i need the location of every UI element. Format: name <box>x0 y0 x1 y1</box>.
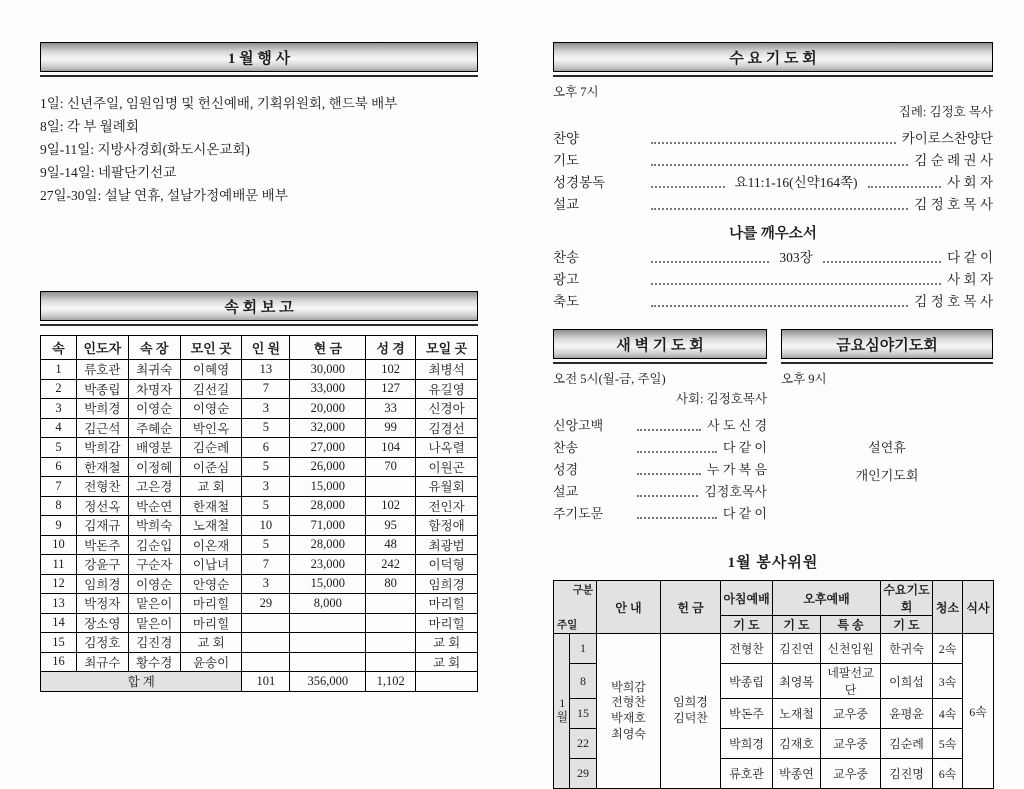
friday-header-bar <box>781 329 993 364</box>
dawn-moderator: 사회: 김정호목사 <box>675 392 767 406</box>
cell: 박인옥 <box>180 418 242 438</box>
col-header-cleaning: 청소 <box>933 581 963 634</box>
cell: 5 <box>41 438 77 458</box>
cell: 3 <box>242 477 290 497</box>
committee-title: 1월 봉사위원 <box>727 555 819 571</box>
cell <box>242 633 290 653</box>
dawn-header-bar <box>553 329 767 364</box>
cell: 3 <box>41 399 77 419</box>
cell: 류호관 <box>721 759 773 789</box>
cell: 10 <box>242 516 290 536</box>
col-header-annae: 안 내 <box>597 581 661 634</box>
cell: 강윤구 <box>76 555 128 575</box>
meal-cell: 6속 <box>963 634 994 789</box>
events-list <box>40 92 478 207</box>
cell: 박돈주 <box>76 535 128 555</box>
cell: 교 회 <box>180 477 242 497</box>
cell: 교우중 <box>821 699 881 729</box>
cell: 김근석 <box>76 418 128 438</box>
line-value: 누 가 복 음 <box>707 462 767 477</box>
cell: 1 <box>41 360 77 380</box>
line-label: 축도 <box>553 294 580 309</box>
line-label: 주기도문 <box>553 506 604 521</box>
right-page <box>553 42 993 789</box>
dotted-leader <box>651 261 769 263</box>
cell: 6속 <box>933 759 963 789</box>
cell: 김재규 <box>76 516 128 536</box>
cell: 71,000 <box>290 516 366 536</box>
dotted-leader <box>823 261 941 263</box>
table-row <box>41 613 478 633</box>
total-label: 합 계 <box>41 672 242 692</box>
dotted-leader <box>651 208 908 210</box>
date-cell: 22 <box>570 729 597 759</box>
cell: 교 회 <box>416 652 478 672</box>
col-header: 모인 곳 <box>180 336 242 360</box>
dotted-leader <box>651 305 908 307</box>
cell: 교 회 <box>416 633 478 653</box>
cell: 신경아 <box>416 399 478 419</box>
cell: 최광범 <box>416 535 478 555</box>
total-row <box>41 672 478 692</box>
cell: 이희섭 <box>881 664 933 699</box>
line-label: 성경봉독 <box>553 175 606 190</box>
table-row <box>41 555 478 575</box>
program-line-benediction <box>553 291 993 313</box>
line-label: 찬송 <box>553 250 580 265</box>
dawn-line-creed <box>553 415 767 437</box>
program-line-hymn <box>553 247 993 269</box>
sub-header-teuksong: 특 송 <box>821 616 881 634</box>
cell: 맡은이 <box>128 613 180 633</box>
corner-label-top: 구분 <box>572 585 593 596</box>
cell: 3 <box>242 399 290 419</box>
cell: 12 <box>41 574 77 594</box>
dawn-line-hymn <box>553 437 767 459</box>
cell: 마리힐 <box>180 594 242 614</box>
col-header-meal: 식사 <box>963 581 994 634</box>
cell: 3 <box>242 574 290 594</box>
cell: 28,000 <box>290 535 366 555</box>
cell: 임희경 <box>76 574 128 594</box>
cell: 최영복 <box>773 664 821 699</box>
cell: 교 회 <box>180 633 242 653</box>
cell: 10 <box>41 535 77 555</box>
table-row <box>41 594 478 614</box>
cell: 차명자 <box>128 379 180 399</box>
cell: 구순자 <box>128 555 180 575</box>
line-label: 성경 <box>553 462 579 477</box>
cell: 교우중 <box>821 759 881 789</box>
cell: 네팔선교단 <box>821 664 881 699</box>
cell: 15,000 <box>290 477 366 497</box>
cell: 99 <box>366 418 416 438</box>
committee-table <box>553 580 994 789</box>
heongeum-cell: 임희경 김덕찬 <box>661 634 721 789</box>
dawn-line-sermon <box>553 481 767 503</box>
program-line-announcements <box>553 269 993 291</box>
committee-header-row-1 <box>554 581 994 616</box>
table-row <box>41 516 478 536</box>
table-row <box>41 379 478 399</box>
total-offering: 356,000 <box>290 672 366 692</box>
friday-note-holiday: 설연휴 <box>868 440 906 455</box>
cell: 5속 <box>933 729 963 759</box>
cell <box>242 613 290 633</box>
table-row <box>41 652 478 672</box>
cell <box>366 652 416 672</box>
event-item: 1일: 신년주일, 임원임명 및 헌신예배, 기획위원회, 핸드북 배부 <box>40 96 398 111</box>
table-row <box>41 399 478 419</box>
annae-cell: 박희감 전형찬 박재호 최영숙 <box>597 634 661 789</box>
events-title: 1 월 행 사 <box>40 42 478 72</box>
cell: 윤송이 <box>180 652 242 672</box>
event-item: 27일-30일: 설날 연휴, 설날가정예배문 배부 <box>40 188 288 203</box>
dotted-leader <box>651 142 896 144</box>
cell: 김순례 <box>881 729 933 759</box>
cell: 유길영 <box>416 379 478 399</box>
cell: 김순례 <box>180 438 242 458</box>
cell: 15 <box>41 633 77 653</box>
cell: 박희감 <box>76 438 128 458</box>
cell: 김순입 <box>128 535 180 555</box>
date-cell: 29 <box>570 759 597 789</box>
event-item: 9일-14일: 네팔단기선교 <box>40 165 177 180</box>
line-label: 설교 <box>553 484 579 499</box>
cell: 2 <box>41 379 77 399</box>
cell: 마리힐 <box>416 613 478 633</box>
cell: 9 <box>41 516 77 536</box>
cell: 전형찬 <box>76 477 128 497</box>
dawn-line-scripture <box>553 459 767 481</box>
cell: 5 <box>242 496 290 516</box>
line-value: 사 회 자 <box>947 175 993 190</box>
dotted-leader <box>637 517 717 519</box>
total-place <box>416 672 478 692</box>
dotted-leader <box>637 451 717 453</box>
cell: 최귀숙 <box>128 360 180 380</box>
cell: 26,000 <box>290 457 366 477</box>
cell <box>290 633 366 653</box>
cell: 이덕형 <box>416 555 478 575</box>
cell: 박희숙 <box>128 516 180 536</box>
cell: 8 <box>41 496 77 516</box>
line-value: 다 같 이 <box>947 250 994 265</box>
cell: 유월회 <box>416 477 478 497</box>
cell: 7 <box>242 555 290 575</box>
cell: 104 <box>366 438 416 458</box>
cell: 류호관 <box>76 360 128 380</box>
cell: 80 <box>366 574 416 594</box>
program-line-sermon <box>553 194 993 216</box>
cell: 5 <box>242 457 290 477</box>
cell: 이준심 <box>180 457 242 477</box>
line-label: 신앙고백 <box>553 418 604 433</box>
friday-note-personal-prayer: 개인기도회 <box>855 468 919 483</box>
cell: 마리힐 <box>416 594 478 614</box>
cell <box>366 594 416 614</box>
cell: 주혜순 <box>128 418 180 438</box>
cell: 함정애 <box>416 516 478 536</box>
cell: 김진명 <box>881 759 933 789</box>
cell: 김진연 <box>773 634 821 664</box>
col-header-heongeum: 헌 금 <box>661 581 721 634</box>
col-header: 속 <box>41 336 77 360</box>
cell: 정선옥 <box>76 496 128 516</box>
cell: 13 <box>242 360 290 380</box>
friday-title: 금요심야기도회 <box>781 329 993 359</box>
cell: 이원곤 <box>416 457 478 477</box>
cell: 33 <box>366 399 416 419</box>
line-value: 다 같 이 <box>722 506 767 521</box>
cell: 박순연 <box>128 496 180 516</box>
cell: 27,000 <box>290 438 366 458</box>
line-label: 찬송 <box>553 440 579 455</box>
dotted-leader <box>651 283 941 285</box>
dotted-leader <box>637 429 701 431</box>
cell: 2속 <box>933 634 963 664</box>
cell: 박희경 <box>76 399 128 419</box>
cell: 33,000 <box>290 379 366 399</box>
cell: 32,000 <box>290 418 366 438</box>
col-header: 성 경 <box>366 336 416 360</box>
committee-row <box>554 634 994 664</box>
corner-cell <box>554 581 597 634</box>
dawn-time: 오전 5시(월-금, 주일) <box>553 372 666 386</box>
cell: 이혜영 <box>180 360 242 380</box>
cell: 이영순 <box>180 399 242 419</box>
col-header: 현 금 <box>290 336 366 360</box>
cell: 23,000 <box>290 555 366 575</box>
cell: 20,000 <box>290 399 366 419</box>
cell: 95 <box>366 516 416 536</box>
line-label: 찬양 <box>553 131 580 146</box>
table-row <box>41 457 478 477</box>
cell: 8,000 <box>290 594 366 614</box>
cell: 29 <box>242 594 290 614</box>
wednesday-officiant: 집례: 김정호 목사 <box>898 105 993 119</box>
cell: 15,000 <box>290 574 366 594</box>
line-value: 김정호목사 <box>704 484 767 499</box>
cell <box>366 633 416 653</box>
cell: 최규수 <box>76 652 128 672</box>
cell: 마리힐 <box>180 613 242 633</box>
table-row <box>41 574 478 594</box>
corner-label-bottom: 주일 <box>557 620 578 631</box>
cell: 이영순 <box>128 574 180 594</box>
cell: 나옥렬 <box>416 438 478 458</box>
cell <box>366 613 416 633</box>
program-line-scripture <box>553 172 993 194</box>
cell <box>366 477 416 497</box>
total-members: 101 <box>242 672 290 692</box>
dotted-leader <box>868 186 942 188</box>
cell: 김정호 <box>76 633 128 653</box>
cell: 김진경 <box>128 633 180 653</box>
col-header-afternoon: 오후예배 <box>773 581 881 616</box>
cell <box>290 652 366 672</box>
table-row <box>41 496 478 516</box>
cell: 최병석 <box>416 360 478 380</box>
date-cell: 1 <box>570 634 597 664</box>
cell: 11 <box>41 555 77 575</box>
friday-time: 오후 9시 <box>781 372 827 386</box>
line-value: 사 회 자 <box>947 272 993 287</box>
sub-header-gido: 기 도 <box>773 616 821 634</box>
line-value: 카이로스찬양단 <box>901 131 993 146</box>
date-cell: 15 <box>570 699 597 729</box>
cell: 고은경 <box>128 477 180 497</box>
cell <box>290 613 366 633</box>
table-row <box>41 633 478 653</box>
cell: 김선길 <box>180 379 242 399</box>
cell: 노재철 <box>773 699 821 729</box>
table-row <box>41 418 478 438</box>
line-label: 기도 <box>553 153 580 168</box>
line-label: 설교 <box>553 197 580 212</box>
hymn-number: 303장 <box>779 250 813 265</box>
cell: 7 <box>242 379 290 399</box>
cell: 노재철 <box>180 516 242 536</box>
dotted-leader <box>637 495 698 497</box>
date-cell: 8 <box>570 664 597 699</box>
line-label: 광고 <box>553 272 580 287</box>
report-title: 속 회 보 고 <box>40 291 478 321</box>
cell: 한재철 <box>180 496 242 516</box>
cell: 안영순 <box>180 574 242 594</box>
cell: 3속 <box>933 664 963 699</box>
events-header-bar <box>40 42 478 77</box>
cell: 이영순 <box>128 399 180 419</box>
line-value: 김 순 례 권 사 <box>914 153 993 168</box>
cell: 전인자 <box>416 496 478 516</box>
program-line-praise <box>553 128 993 150</box>
line-value: 김 정 호 목 사 <box>914 294 993 309</box>
wednesday-program <box>553 128 993 313</box>
dawn-section <box>553 329 767 525</box>
cell: 전형찬 <box>721 634 773 664</box>
wednesday-header-bar <box>553 42 993 77</box>
table-row <box>41 535 478 555</box>
event-item: 9일-11일: 지방사경회(화도시온교회) <box>40 142 250 157</box>
scripture-reference: 요11:1-16(신약164쪽) <box>734 175 858 190</box>
cell: 박종립 <box>76 379 128 399</box>
wednesday-title: 수 요 기 도 회 <box>553 42 993 72</box>
cell: 이정혜 <box>128 457 180 477</box>
table-row <box>41 360 478 380</box>
cell: 황수경 <box>128 652 180 672</box>
dawn-line-lords-prayer <box>553 503 767 525</box>
cell: 6 <box>41 457 77 477</box>
cell: 박종립 <box>721 664 773 699</box>
report-header-row <box>41 336 478 360</box>
cell: 7 <box>41 477 77 497</box>
line-value: 다 같 이 <box>722 440 767 455</box>
cell: 이납녀 <box>180 555 242 575</box>
cell: 6 <box>242 438 290 458</box>
cell: 13 <box>41 594 77 614</box>
cell: 242 <box>366 555 416 575</box>
cell: 교우중 <box>821 729 881 759</box>
cell: 5 <box>242 418 290 438</box>
table-row <box>41 438 478 458</box>
cell: 신천임원 <box>821 634 881 664</box>
cell: 김재호 <box>773 729 821 759</box>
col-header: 속 장 <box>128 336 180 360</box>
sub-header-gido: 기 도 <box>721 616 773 634</box>
report-header-bar <box>40 291 478 326</box>
cell: 4 <box>41 418 77 438</box>
cell: 박정자 <box>76 594 128 614</box>
left-page <box>40 42 478 692</box>
cell: 윤평윤 <box>881 699 933 729</box>
cell: 16 <box>41 652 77 672</box>
cell: 박희경 <box>721 729 773 759</box>
total-bible: 1,102 <box>366 672 416 692</box>
cell: 102 <box>366 496 416 516</box>
cell: 이온재 <box>180 535 242 555</box>
table-row <box>41 477 478 497</box>
cell: 한재철 <box>76 457 128 477</box>
line-value: 김 정 호 목 사 <box>914 197 993 212</box>
cell: 임희경 <box>416 574 478 594</box>
sub-header-gido: 기 도 <box>881 616 933 634</box>
cell: 70 <box>366 457 416 477</box>
cell: 4속 <box>933 699 963 729</box>
dotted-leader <box>637 473 701 475</box>
col-header: 인도자 <box>76 336 128 360</box>
col-header: 모일 곳 <box>416 336 478 360</box>
cell: 맡은이 <box>128 594 180 614</box>
cell: 30,000 <box>290 360 366 380</box>
cell: 한귀숙 <box>881 634 933 664</box>
cell <box>242 652 290 672</box>
sermon-title: 나를 깨우소서 <box>729 226 817 242</box>
col-header: 인 원 <box>242 336 290 360</box>
cell: 김경선 <box>416 418 478 438</box>
cell: 박종연 <box>773 759 821 789</box>
dawn-title: 새 벽 기 도 회 <box>553 329 767 359</box>
cell: 박돈주 <box>721 699 773 729</box>
col-header-morning: 아침예배 <box>721 581 773 616</box>
col-header-wednesday: 수요기도회 <box>881 581 933 616</box>
cell: 장소영 <box>76 613 128 633</box>
cell: 48 <box>366 535 416 555</box>
cell: 5 <box>242 535 290 555</box>
program-line-prayer <box>553 150 993 172</box>
friday-section <box>781 329 993 525</box>
cell: 102 <box>366 360 416 380</box>
month-cell: 1월 <box>554 634 570 789</box>
cell: 14 <box>41 613 77 633</box>
wednesday-time: 오후 7시 <box>553 85 599 99</box>
cell: 28,000 <box>290 496 366 516</box>
class-report-table <box>40 335 478 692</box>
line-value: 사 도 신 경 <box>707 418 767 433</box>
dotted-leader <box>651 186 725 188</box>
event-item: 8일: 각 부 월례회 <box>40 119 139 134</box>
cell: 배영분 <box>128 438 180 458</box>
dotted-leader <box>651 164 908 166</box>
cell: 127 <box>366 379 416 399</box>
